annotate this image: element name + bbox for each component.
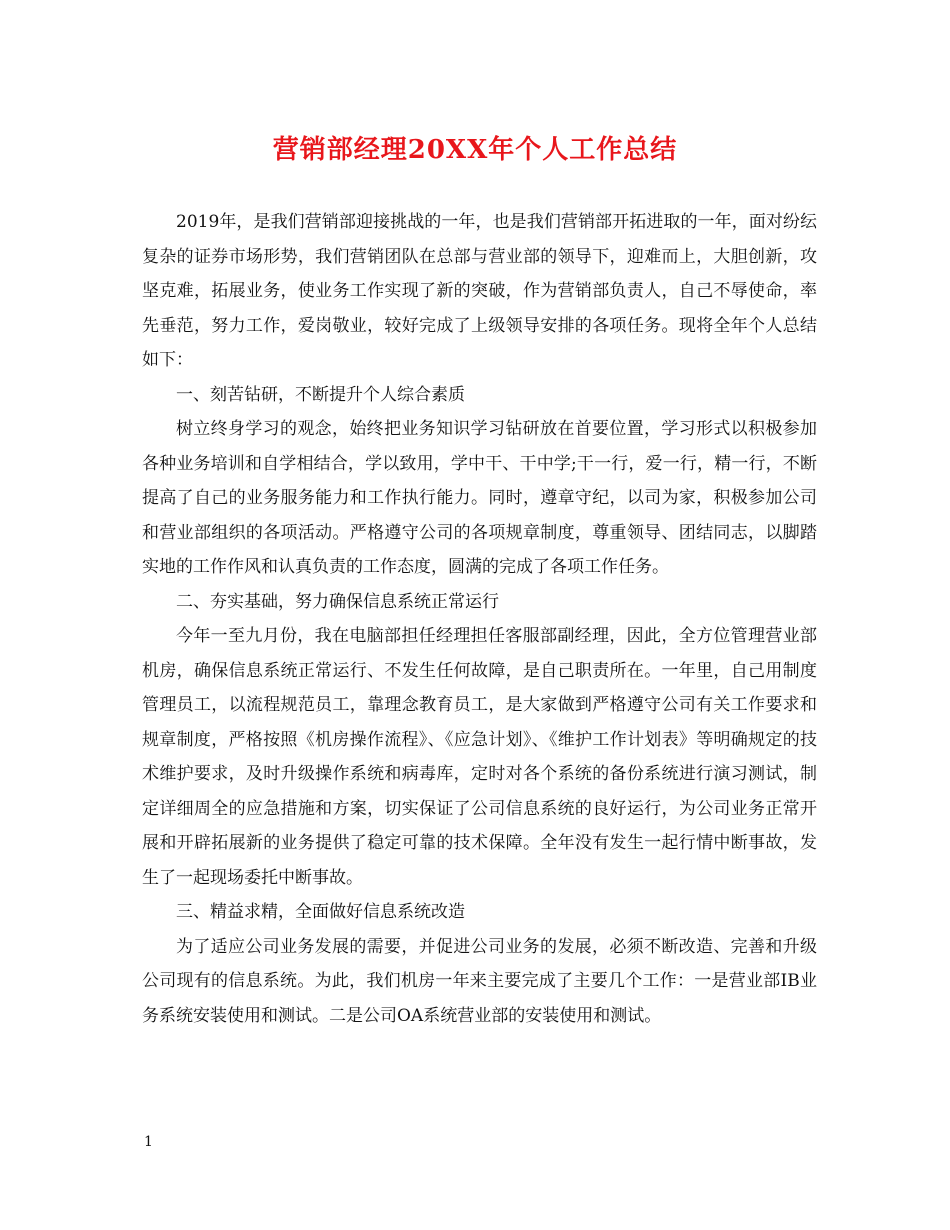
section-heading-2: 二、夯实基础，努力确保信息系统正常运行	[176, 591, 499, 612]
section-heading-1: 一、刻苦钻研，不断提升个人综合素质	[176, 384, 465, 405]
paragraph-section-3: 为了适应公司业务发展的需要，并促进公司业务的发展，必须不断改造、完善和升级公司现有的信息系统。为此，我们机房一年来主要完成了主要几个工作：一是营业部IB业务系统安装使用和测试。二是公司OA系统营业部的安装使用和测试。	[142, 936, 817, 1026]
paragraph-intro: 2019年，是我们营销部迎接挑战的一年，也是我们营销部开拓进取的一年，面对纷纭复杂的证券市场形势，我们营销团队在总部与营业部的领导下，迎难而上，大胆创新，攻坚克难，拓展业务，使业务工作实现了新的突破，作为营销部负责人，自己不辱使命，率先垂范，努力工作，爱岗敬业，较好完成了上级领导安排的各项任务。现将全年个人总结如下：	[142, 212, 817, 370]
section-heading-3: 三、精益求精，全面做好信息系统改造	[176, 902, 465, 922]
page-number: 1	[144, 1134, 153, 1150]
paragraph-section-2: 今年一至九月份，我在电脑部担任经理担任客服部副经理，因此，全方位管理营业部机房，确保信息系统正常运行、不发生任何故障，是自己职责所在。一年里，自己用制度管理员工，以流程规范员工，靠理念教育员工，是大家做到严格遵守公司有关工作要求和规章制度，严格按照《机房操作流程》、《应急计划》、《维护工作计划表》等明确规定的技术维护要求，及时升级操作系统和病毒库，定时对各个系统的备份系统进行演习测试，制定详细周全的应急措施和方案，切实保证了公司信息系统的良好运行，为公司业务正常开展和开辟拓展新的业务提供了稳定可靠的技术保障。全年没有发生一起行情中断事故，发生了一起现场委托中断事故。	[142, 626, 817, 888]
document-title: 营销部经理20XX年个人工作总结	[272, 135, 678, 165]
document-body	[142, 205, 817, 1033]
paragraph-section-1: 树立终身学习的观念，始终把业务知识学习钻研放在首要位置，学习形式以积极参加各种业务培训和自学相结合，学以致用，学中干、干中学;干一行，爱一行，精一行，不断提高了自己的业务服务能力和工作执行能力。同时，遵章守纪，以司为家，积极参加公司和营业部组织的各项活动。严格遵守公司的各项规章制度，尊重领导、团结同志，以脚踏实地的工作作风和认真负责的工作态度，圆满的完成了各项工作任务。	[142, 419, 817, 577]
